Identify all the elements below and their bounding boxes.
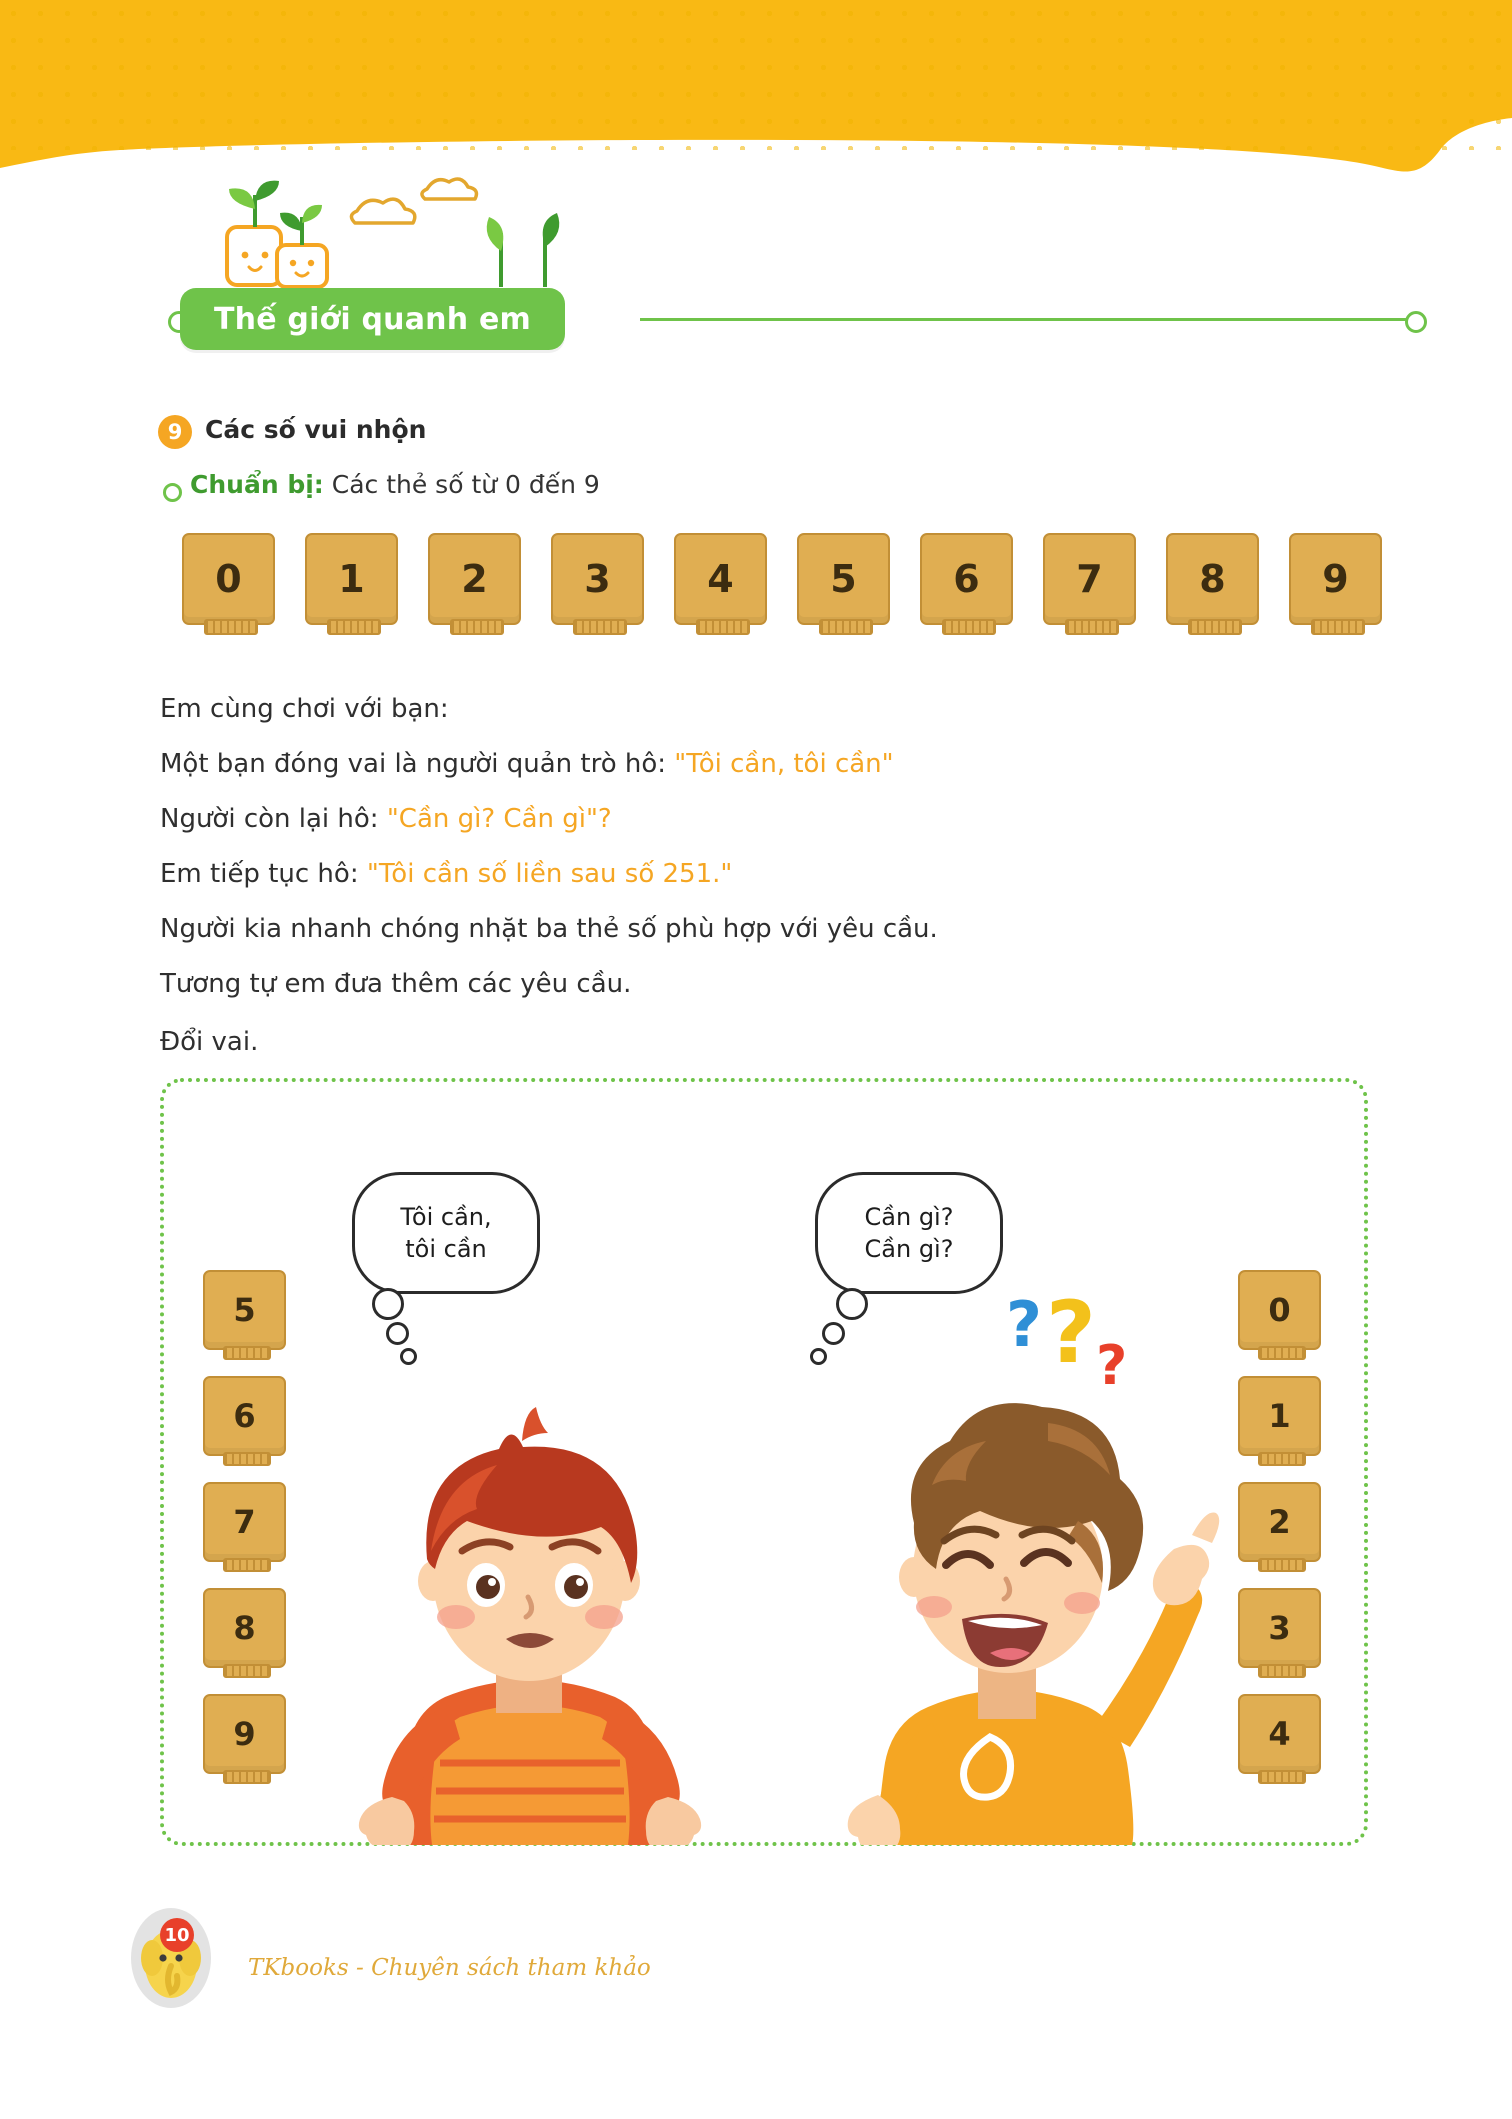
footer-text: TKbooks - Chuyên sách tham khảo <box>248 1955 651 1981</box>
number-card <box>1238 1270 1321 1360</box>
number-card-value: 6 <box>233 1397 256 1435</box>
prepare-label: Chuẩn bị: <box>190 470 324 499</box>
number-card-value: 2 <box>461 557 488 601</box>
number-card <box>797 533 890 635</box>
instruction-line <box>160 803 612 837</box>
number-card <box>182 533 275 635</box>
prepare-text: Các thẻ số từ 0 đến 9 <box>331 470 600 499</box>
number-card <box>1043 533 1136 635</box>
instruction-line <box>160 1026 258 1060</box>
number-card-value: 1 <box>338 557 365 601</box>
bubble-left-line1: Tôi cần, <box>400 1202 492 1231</box>
bubble-right-line1: Cần gì? <box>864 1202 954 1231</box>
number-card <box>1238 1694 1321 1784</box>
instruction-text: Người kia nhanh chóng nhặt ba thẻ số phù hợp với yêu cầu. <box>160 914 938 944</box>
number-card-value: 4 <box>707 557 734 601</box>
prepare-bullet-icon <box>163 483 182 502</box>
bubble-left-line2: tôi cần <box>405 1235 487 1263</box>
illustration-left-card-column <box>203 1270 286 1784</box>
sprout-decoration-icon <box>205 175 605 295</box>
instruction-line <box>160 968 631 1002</box>
number-card-value: 8 <box>1199 557 1226 601</box>
number-card <box>203 1588 286 1678</box>
question-mark-icons <box>1000 1280 1160 1440</box>
number-card <box>203 1482 286 1572</box>
number-card-value: 8 <box>233 1609 256 1647</box>
instruction-line <box>160 748 894 782</box>
activity-number-badge: 9 <box>158 415 192 449</box>
elephant-badge-icon <box>128 1900 214 2010</box>
illustration-right-card-column <box>1238 1270 1321 1784</box>
section-title-pill <box>180 288 565 350</box>
number-card-value: 9 <box>1322 557 1349 601</box>
bubble-tail-dot <box>386 1322 409 1345</box>
svg-text:?: ? <box>1006 1288 1042 1361</box>
speech-bubble-left <box>352 1172 540 1294</box>
svg-text:?: ? <box>1046 1283 1096 1383</box>
number-card <box>1238 1588 1321 1678</box>
bubble-tail-dot <box>372 1288 404 1320</box>
rule-dot-right <box>1405 311 1427 333</box>
number-card-value: 3 <box>1268 1609 1291 1647</box>
speech-bubble-right <box>815 1172 1003 1294</box>
instruction-line <box>160 693 449 727</box>
svg-text:?: ? <box>1096 1334 1128 1397</box>
prepare-line <box>190 470 600 499</box>
number-card-value: 5 <box>233 1291 256 1329</box>
illustration-boy-shrugging <box>300 1345 760 1845</box>
number-card-value: 6 <box>953 557 980 601</box>
number-card <box>1289 533 1382 635</box>
instruction-text: Tương tự em đưa thêm các yêu cầu. <box>160 969 632 999</box>
section-title: Thế giới quanh em <box>214 301 531 337</box>
instruction-text: Một bạn đóng vai là người quản trò hô: <box>160 749 675 779</box>
number-card-value: 0 <box>215 557 242 601</box>
number-card <box>1166 533 1259 635</box>
instruction-quote: "Cần gì? Cần gì"? <box>386 804 612 834</box>
instruction-quote: "Tôi cần số liền sau số 251." <box>366 859 733 889</box>
number-card <box>428 533 521 635</box>
instruction-text: Em cùng chơi với bạn: <box>160 694 449 724</box>
number-card <box>674 533 767 635</box>
number-card <box>203 1270 286 1360</box>
number-card <box>920 533 1013 635</box>
instruction-text: Người còn lại hô: <box>160 804 387 834</box>
number-card <box>203 1694 286 1784</box>
bubble-tail-dot <box>836 1288 868 1320</box>
instruction-line <box>160 858 732 892</box>
number-card-value: 1 <box>1268 1397 1291 1435</box>
instruction-text: Đổi vai. <box>160 1027 259 1057</box>
number-card <box>305 533 398 635</box>
bubble-right-line2: Cần gì? <box>864 1235 954 1263</box>
number-card <box>1238 1376 1321 1466</box>
activity-title: Các số vui nhộn <box>205 415 427 444</box>
section-rule <box>640 318 1415 321</box>
instruction-text: Em tiếp tục hô: <box>160 859 367 889</box>
number-card-value: 7 <box>1076 557 1103 601</box>
number-card-value: 4 <box>1268 1715 1291 1753</box>
number-card <box>203 1376 286 1466</box>
instruction-quote: "Tôi cần, tôi cần" <box>674 749 894 779</box>
number-card-value: 3 <box>584 557 611 601</box>
number-card <box>1238 1482 1321 1572</box>
number-card-value: 7 <box>233 1503 256 1541</box>
page-number: 10 <box>160 1918 194 1952</box>
number-card <box>551 533 644 635</box>
number-card-value: 2 <box>1268 1503 1291 1541</box>
number-card-value: 9 <box>233 1715 256 1753</box>
instruction-line <box>160 913 938 947</box>
number-card-value: 0 <box>1268 1291 1291 1329</box>
number-card-value: 5 <box>830 557 857 601</box>
number-card-strip <box>182 533 1382 653</box>
